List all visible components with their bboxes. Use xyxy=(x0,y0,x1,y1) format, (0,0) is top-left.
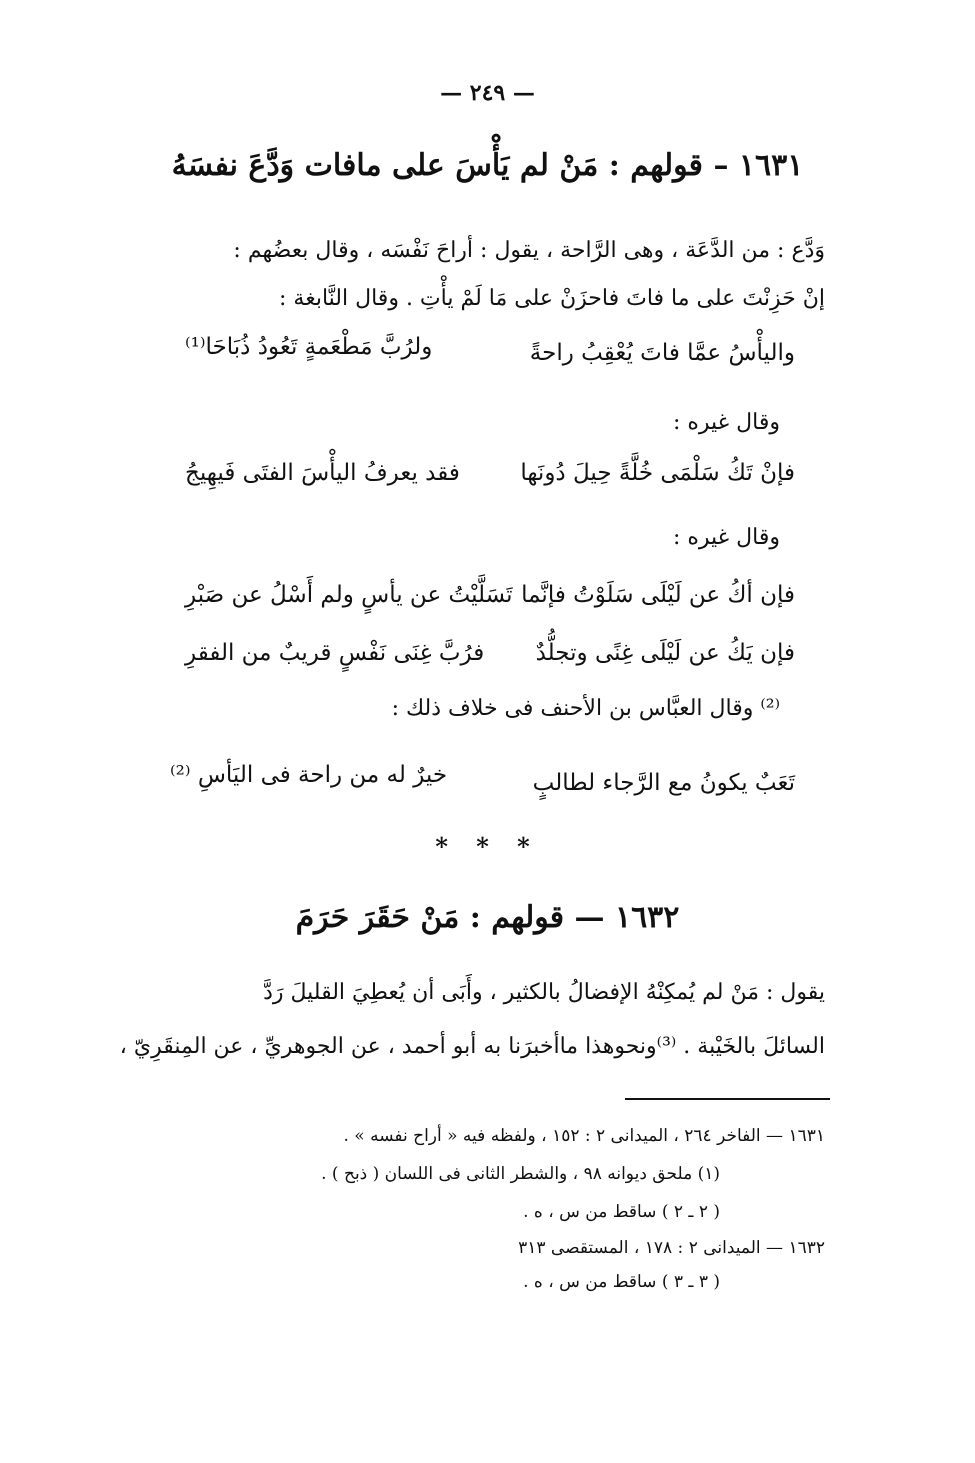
entry-1632-paragraph-line-2: السائلَ بالخَيْبة . ⁽³⁾ونحوهذا ماأخبرَنا به أبو أحمد ، عن الجوهريِّ ، عن المِنقَرِيّ ، xyxy=(119,1034,825,1059)
poet-label-3: ⁽²⁾ وقال العبَّاس بن الأحنف فى خلاف ذلك : xyxy=(391,696,780,721)
verse-3-second-hemistich: تَسَلَّيْتُ عن يأسٍ ولم أَسْلُ عن صَبْرِ xyxy=(185,582,513,608)
verse-2-second-hemistich: فقد يعرفُ اليأْسَ الفتَى فَيهِيجُ xyxy=(185,460,460,486)
footnote-3: ( ٣ ـ ٣ ) ساقط من س ، ه . xyxy=(523,1272,720,1292)
entry-1632-paragraph-line-1: يقول : مَنْ لم يُمكِنْهُ الإفضالُ بالكثير ، وأَبَى أن يُعطِيَ القليلَ رَدَّ xyxy=(263,980,825,1005)
verse-5-second-hemistich: خيرٌ له من راحة فى اليَأسِ ⁽²⁾ xyxy=(170,762,448,788)
poet-label-1: وقال غيره : xyxy=(672,410,780,435)
verse-3-first-hemistich: فإن أكُ عن لَيْلَى سَلَوْتُ فإنَّما xyxy=(521,582,795,608)
footnote-rule xyxy=(625,1098,830,1100)
verse-4-second-hemistich: فرُبَّ غِنَى نَفْسٍ قريبٌ من الفقرِ xyxy=(185,640,485,666)
entry-1631-paragraph-line-2: إنْ حَزِنْتَ على ما فاتَ فاحزَنْ على مَا لَمْ يأْتِ . وقال النَّابغة : xyxy=(279,286,825,311)
entry-1631-paragraph-line-1: وَدَّع : من الدَّعَة ، وهى الرَّاحة ، يقول : أراحَ نَفْسَه ، وقال بعضُهم : xyxy=(233,238,825,263)
entry-1631-heading: ١٦٣١ – قولهم : مَنْ لم يَأْسَ على مافات وَدَّعَ نفسَهُ xyxy=(171,148,804,183)
verse-2-first-hemistich: فإنْ تَكُ سَلْمَى خُلَّةً حِيلَ دُونَها xyxy=(520,460,795,486)
page-number: — ٢٤٩ — xyxy=(440,80,535,106)
footnote-2: ( ٢ ـ ٢ ) ساقط من س ، ه . xyxy=(523,1202,720,1222)
entry-1632-heading: ١٦٣٢ — قولهم : مَنْ حَقَرَ حَرَمَ xyxy=(295,900,680,935)
footnote-1632: ١٦٣٢ — الميدانى ٢ : ١٧٨ ، المستقصى ٣١٣ xyxy=(518,1238,825,1258)
footnote-1: (١) ملحق ديوانه ٩٨ ، والشطر الثانى فى اللسان ( ذبح ) . xyxy=(321,1164,720,1184)
verse-1-first-hemistich: واليأْسُ عمَّا فاتَ يُعْقِبُ راحةً xyxy=(529,340,795,366)
footnote-1631: ١٦٣١ — الفاخر ٢٦٤ ، الميدانى ٢ : ١٥٢ ، ولفظه فيه « أراح نفسه » . xyxy=(343,1126,825,1146)
verse-5-first-hemistich: تَعَبٌ يكونُ مع الرَّجاء لطالبٍ xyxy=(532,770,795,796)
poet-label-2: وقال غيره : xyxy=(672,525,780,550)
verse-1-second-hemistich: ولرُبَّ مَطْعَمةٍ تَعُودُ ذُبَاحَا⁽¹⁾ xyxy=(185,334,433,360)
section-separator: * * * xyxy=(435,832,540,861)
verse-4-first-hemistich: فإن يَكُ عن لَيْلَى غِنًى وتجلُّدٌ xyxy=(535,640,795,666)
